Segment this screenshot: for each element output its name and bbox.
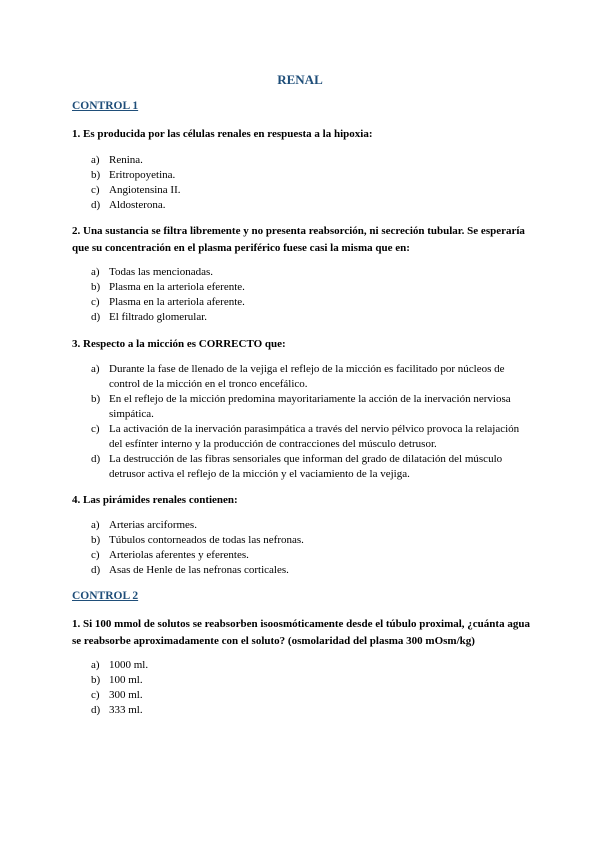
- options-list: [91, 658, 531, 718]
- option-letter: c): [91, 423, 100, 435]
- option-letter: a): [91, 659, 100, 671]
- option-text: Eritropoyetina.: [109, 169, 176, 181]
- option-text: Angiotensina II.: [109, 184, 181, 196]
- option-letter: b): [91, 674, 101, 686]
- option-letter: d): [91, 311, 101, 323]
- option-text: Plasma en la arteriola aferente.: [109, 296, 245, 308]
- option-letter: c): [91, 549, 100, 561]
- option-letter: d): [91, 453, 101, 465]
- option: [91, 362, 531, 392]
- option-letter: a): [91, 266, 100, 278]
- option-letter: a): [91, 154, 100, 166]
- option-text: Renina.: [109, 154, 143, 166]
- option-letter: c): [91, 184, 100, 196]
- option: [91, 673, 531, 688]
- option: [91, 392, 531, 422]
- option-letter: a): [91, 519, 100, 531]
- options-list: [91, 518, 531, 578]
- question-text: 1. Si 100 mmol de solutos se reabsorben isoosmóticamente desde el túbulo proximal, ¿cuánta agua se reabsorbe aproximadamente con el soluto? (osmolaridad del plasma 300 mOsm/kg): [72, 618, 530, 647]
- option-letter: b): [91, 169, 101, 181]
- question-text: 2. Una sustancia se filtra libremente y no presenta reabsorción, ni secreción tubular. Se esperaría que su concentración en el plasma periférico fuese casi la misma que en:: [72, 225, 525, 254]
- option: [91, 198, 531, 213]
- option-text: Túbulos contorneados de todas las nefronas.: [109, 534, 304, 546]
- option: [91, 183, 531, 198]
- option-text: Arteriolas aferentes y eferentes.: [109, 549, 249, 561]
- option: [91, 548, 531, 563]
- option-text: Asas de Henle de las nefronas corticales.: [109, 564, 289, 576]
- option-letter: d): [91, 564, 101, 576]
- option: [91, 658, 531, 673]
- option-letter: d): [91, 704, 101, 716]
- option: [91, 265, 531, 280]
- question-text: 3. Respecto a la micción es CORRECTO que:: [72, 338, 286, 350]
- section-title-control-2: CONTROL 2: [72, 590, 139, 602]
- option-text: El filtrado glomerular.: [109, 311, 208, 323]
- option-text: 100 ml.: [109, 674, 143, 686]
- document-title: RENAL: [277, 72, 323, 87]
- option-text: Plasma en la arteriola eferente.: [109, 281, 245, 293]
- option: [91, 295, 531, 310]
- option-text: Todas las mencionadas.: [109, 266, 214, 278]
- option-letter: a): [91, 363, 100, 375]
- option: [91, 280, 531, 295]
- options-list: [91, 265, 531, 325]
- option-letter: d): [91, 199, 101, 211]
- options-list: [91, 362, 531, 482]
- option-letter: c): [91, 689, 100, 701]
- option-text: En el reflejo de la micción predomina mayoritariamente la acción de la inervación nerviosa simpática.: [109, 393, 511, 420]
- option-letter: b): [91, 393, 101, 405]
- question-text: 1. Es producida por las células renales en respuesta a la hipoxia:: [72, 128, 373, 140]
- question-text: 4. Las pirámides renales contienen:: [72, 494, 238, 506]
- option-text: 333 ml.: [109, 704, 143, 716]
- option-letter: b): [91, 534, 101, 546]
- option: [91, 310, 531, 325]
- option-text: La destrucción de las fibras sensoriales que informan del grado de dilatación del músculo detrusor activa el reflejo de la micción y el vaciamiento de la vejiga.: [109, 453, 503, 480]
- option: [91, 422, 531, 452]
- option: [91, 153, 531, 168]
- option-text: Aldosterona.: [109, 199, 166, 211]
- option: [91, 703, 531, 718]
- section-title-control-1: CONTROL 1: [72, 100, 139, 112]
- option: [91, 452, 531, 482]
- option-letter: b): [91, 281, 101, 293]
- option-text: La activación de la inervación parasimpática a través del nervio pélvico provoca la relajación del esfínter interno y la producción de contracciones del músculo detrusor.: [109, 423, 520, 450]
- option-text: Durante la fase de llenado de la vejiga el reflejo de la micción es facilitado por núcleos de control de la micción en el tronco encefálico.: [109, 363, 505, 390]
- option-text: Arterias arciformes.: [109, 519, 197, 531]
- option-text: 1000 ml.: [109, 659, 149, 671]
- option-letter: c): [91, 296, 100, 308]
- option: [91, 563, 531, 578]
- option: [91, 688, 531, 703]
- option: [91, 533, 531, 548]
- option-text: 300 ml.: [109, 689, 143, 701]
- option: [91, 168, 531, 183]
- option: [91, 518, 531, 533]
- options-list: [91, 153, 531, 213]
